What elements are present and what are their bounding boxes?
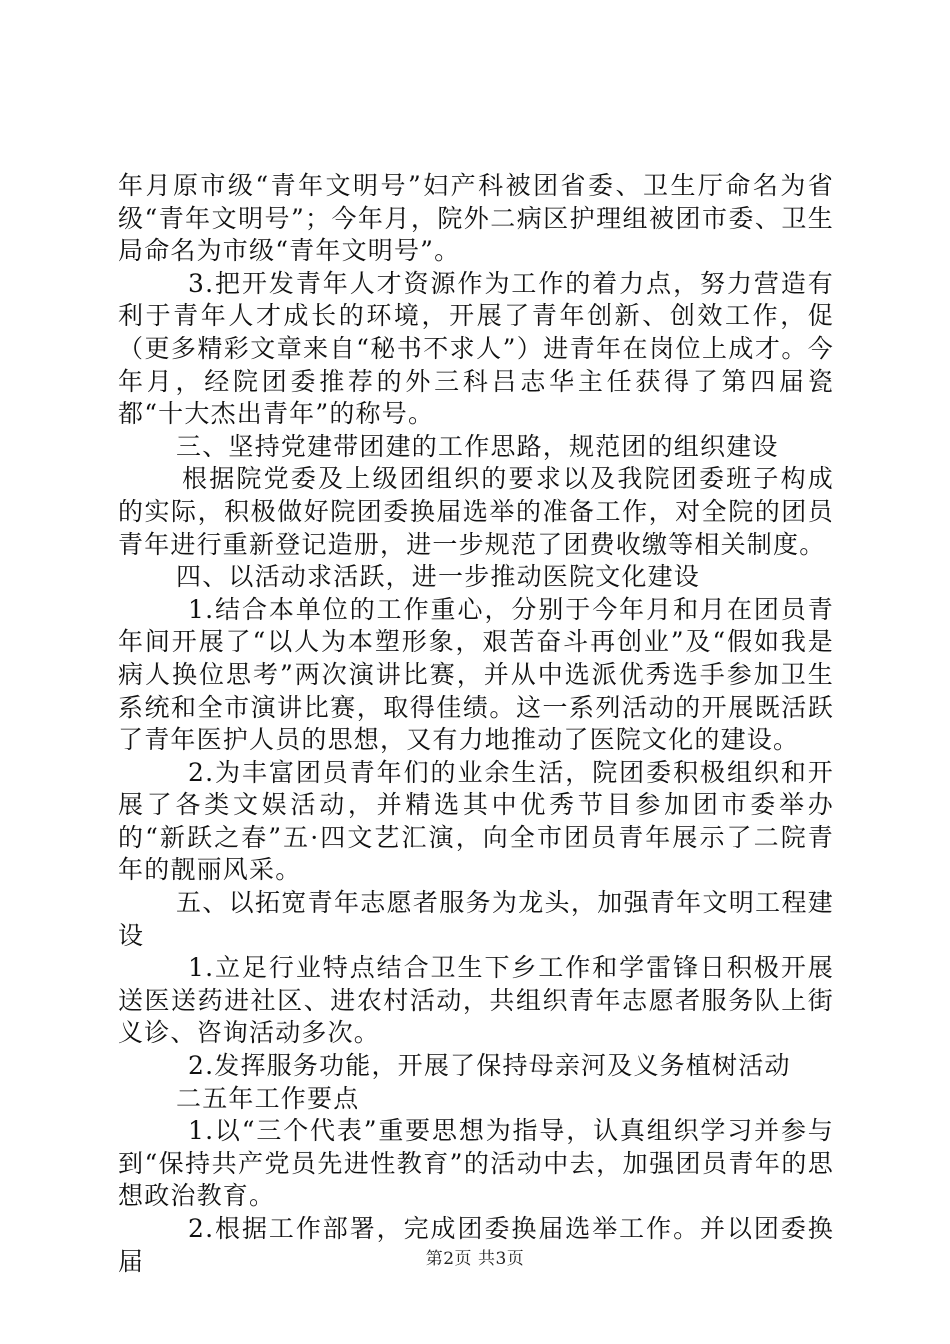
section-heading: 五、以拓宽青年志愿者服务为龙头，加强青年文明工程建设 [118, 888, 834, 950]
section-heading: 三、坚持党建带团建的工作思路，规范团的组织建设 [176, 431, 779, 461]
paragraph: 根据院党委及上级团组织的要求以及我院团委班子构成的实际，积极做好院团委换届选举的准备工作，对全院的团员青年进行重新登记造册，进一步规范了团费收缴等相关制度。 [118, 464, 834, 559]
document-body [118, 170, 834, 1278]
paragraph: 2.发挥服务功能，开展了保持母亲河及义务植树活动 [188, 1051, 791, 1081]
paragraph: 1.结合本单位的工作重心，分别于今年月和月在团员青年间开展了“以人为本塑形象，艰苦奋斗再创业”及“假如我是病人换位思考”两次演讲比赛，并从中选派优秀选手参加卫生系统和全市演讲比赛，取得佳绩。这一系列活动的开展既活跃了青年医护人员的思想，又有力地推动了医院文化的建设。 [118, 594, 834, 755]
page-number-footer: 第2页 共3页 [425, 1249, 525, 1269]
paragraph: 年月原市级“青年文明号”妇产科被团省委、卫生厅命名为省级“青年文明号”；今年月，院外二病区护理组被团市委、卫生局命名为市级“青年文明号”。 [118, 171, 834, 266]
paragraph: 1.以“三个代表”重要思想为指导，认真组织学习并参与到“保持共产党员先进性教育”的活动中去，加强团员青年的思想政治教育。 [118, 1116, 834, 1211]
paragraph: 1.立足行业特点结合卫生下乡工作和学雷锋日积极开展送医送药进社区、进农村活动，共组织青年志愿者服务队上街义诊、咨询活动多次。 [118, 953, 834, 1048]
paragraph: 2.根据工作部署，完成团委换届选举工作。并以团委换届 [118, 1214, 834, 1276]
paragraph: 3.把开发青年人才资源作为工作的着力点，努力营造有利于青年人才成长的环境，开展了青年创新、创效工作，促（更多精彩文章来自“秘书不求人”）进青年在岗位上成才。今年月，经院团委推荐的外三科吕志华主任获得了第四届瓷都“十大杰出青年”的称号。 [118, 268, 834, 429]
paragraph: 2.为丰富团员青年们的业余生活，院团委积极组织和开展了各类文娱活动，并精选其中优秀节目参加团市委举办的“新跃之春”五·四文艺汇演，向全市团员青年展示了二院青年的靓丽风采。 [118, 757, 834, 885]
section-heading: 二五年工作要点 [176, 1083, 360, 1113]
section-heading: 四、以活动求活跃，进一步推动医院文化建设 [176, 562, 701, 592]
